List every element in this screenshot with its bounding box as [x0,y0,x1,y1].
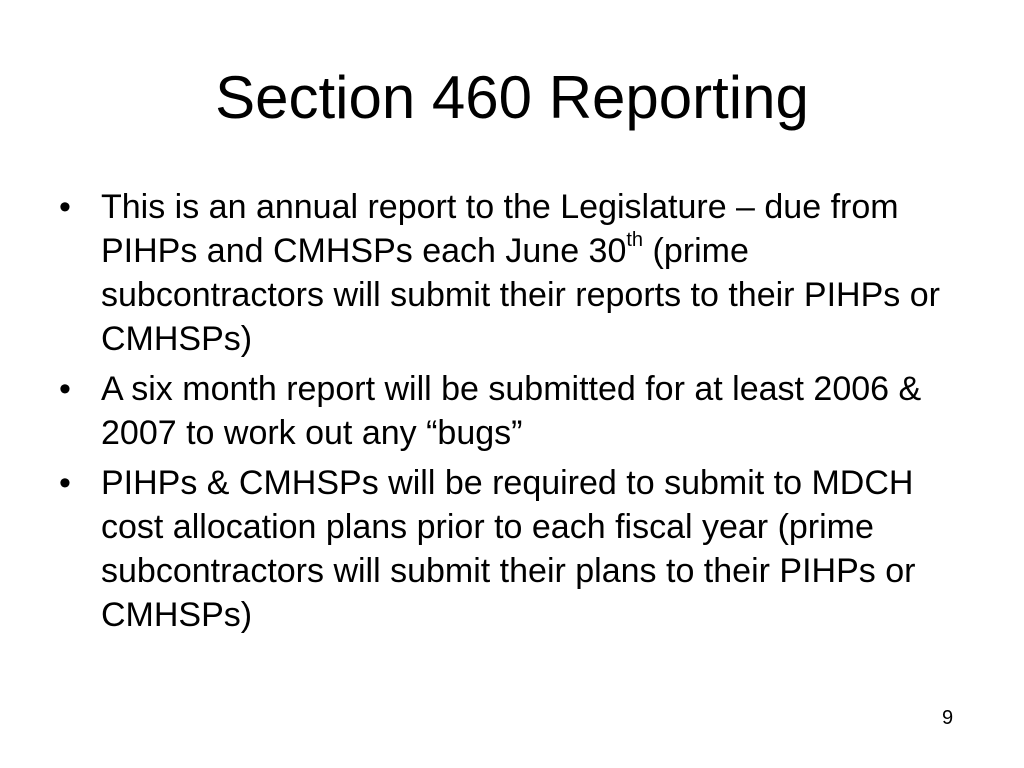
page-number: 9 [942,707,954,729]
ordinal-suffix: th [626,228,644,251]
bullet-text-1-part-2: (prime subcontractors will submit their reports to their PIHPs or CMHSPs) [101,232,940,358]
bullet-item-3 [59,461,974,637]
bullet-text-2: A six month report will be submitted for at least 2006 & 2007 to work out any “bugs” [101,370,922,452]
slide-title: Section 460 Reporting [215,64,809,131]
bullet-text-3: PIHPs & CMHSPs will be required to submit to MDCH cost allocation plans prior to each fiscal year (prime subcontractors will submit their plans to their PIHPs or CMHSPs) [101,464,916,634]
bullet-text-1-part-1: This is an annual report to the Legislature – due from PIHPs and CMHSPs each June 30 [101,188,899,270]
bullet-item-2 [59,367,974,455]
bullet-icon: • [59,370,71,408]
bullet-icon: • [59,464,71,502]
bullet-list [59,185,974,643]
bullet-item-1 [59,185,974,361]
bullet-icon: • [59,188,71,226]
